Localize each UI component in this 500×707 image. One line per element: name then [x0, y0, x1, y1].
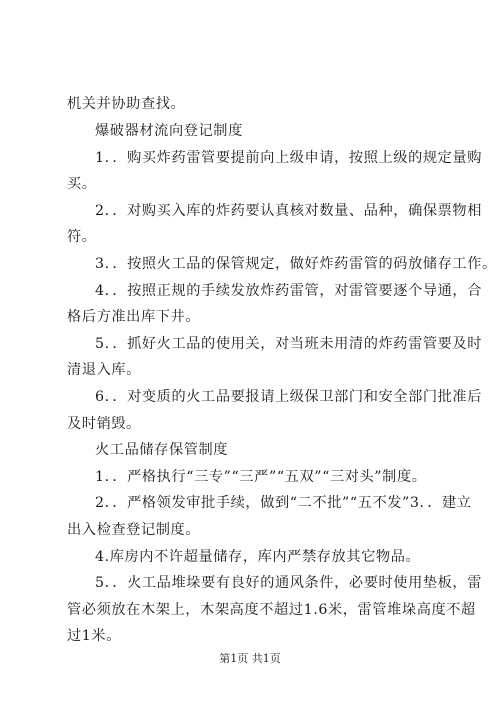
page-footer: 第1页 共1页 — [219, 652, 281, 665]
section-heading-flow-registration: 爆破器材流向登记制度 — [95, 123, 243, 139]
text-line: 6．．对变质的火工品要报请上级保卫部门和安全部门批准后 — [95, 389, 483, 405]
text-line: 1．．严格执行“三专”“三严”“五双”“三对头”制度。 — [95, 469, 427, 485]
text-line: 机关并协助查找。 — [67, 96, 186, 112]
text-line: 出入检查登记制度。 — [67, 522, 201, 538]
text-line: 管必须放在木架上，木架高度不超过1.6米，雷管堆垛高度不超 — [67, 602, 476, 618]
text-line: 2．．严格领发审批手续，做到“二不批”“五不发”3．．建立 — [95, 495, 472, 511]
text-line: 买。 — [67, 176, 97, 192]
text-line: 4．．按照正规的手续发放炸药雷管，对雷管要逐个导通，合 — [95, 283, 483, 299]
section-heading-storage: 火工品储存保管制度 — [95, 442, 229, 458]
text-line: 过1米。 — [67, 628, 121, 644]
text-line: 4.库房内不许超量储存，库内严禁存放其它物品。 — [95, 549, 421, 565]
text-line: 3．．按照火工品的保管规定，做好炸药雷管的码放储存工作。 — [95, 256, 497, 272]
text-line: 1．．购买炸药雷管要提前向上级申请，按照上级的规定量购 — [95, 150, 483, 166]
text-line: 符。 — [67, 229, 97, 245]
text-line: 及时销毁。 — [67, 416, 141, 432]
text-line: 格后方准出库下井。 — [67, 309, 201, 325]
text-line: 清退入库。 — [67, 362, 141, 378]
text-line: 2．．对购买入库的炸药要认真核对数量、品种，确保票物相 — [95, 203, 483, 219]
text-line: 5．．抓好火工品的使用关，对当班未用清的炸药雷管要及时 — [95, 336, 483, 352]
text-line: 5．．火工品堆垛要有良好的通风条件，必要时使用垫板，雷 — [95, 575, 483, 591]
